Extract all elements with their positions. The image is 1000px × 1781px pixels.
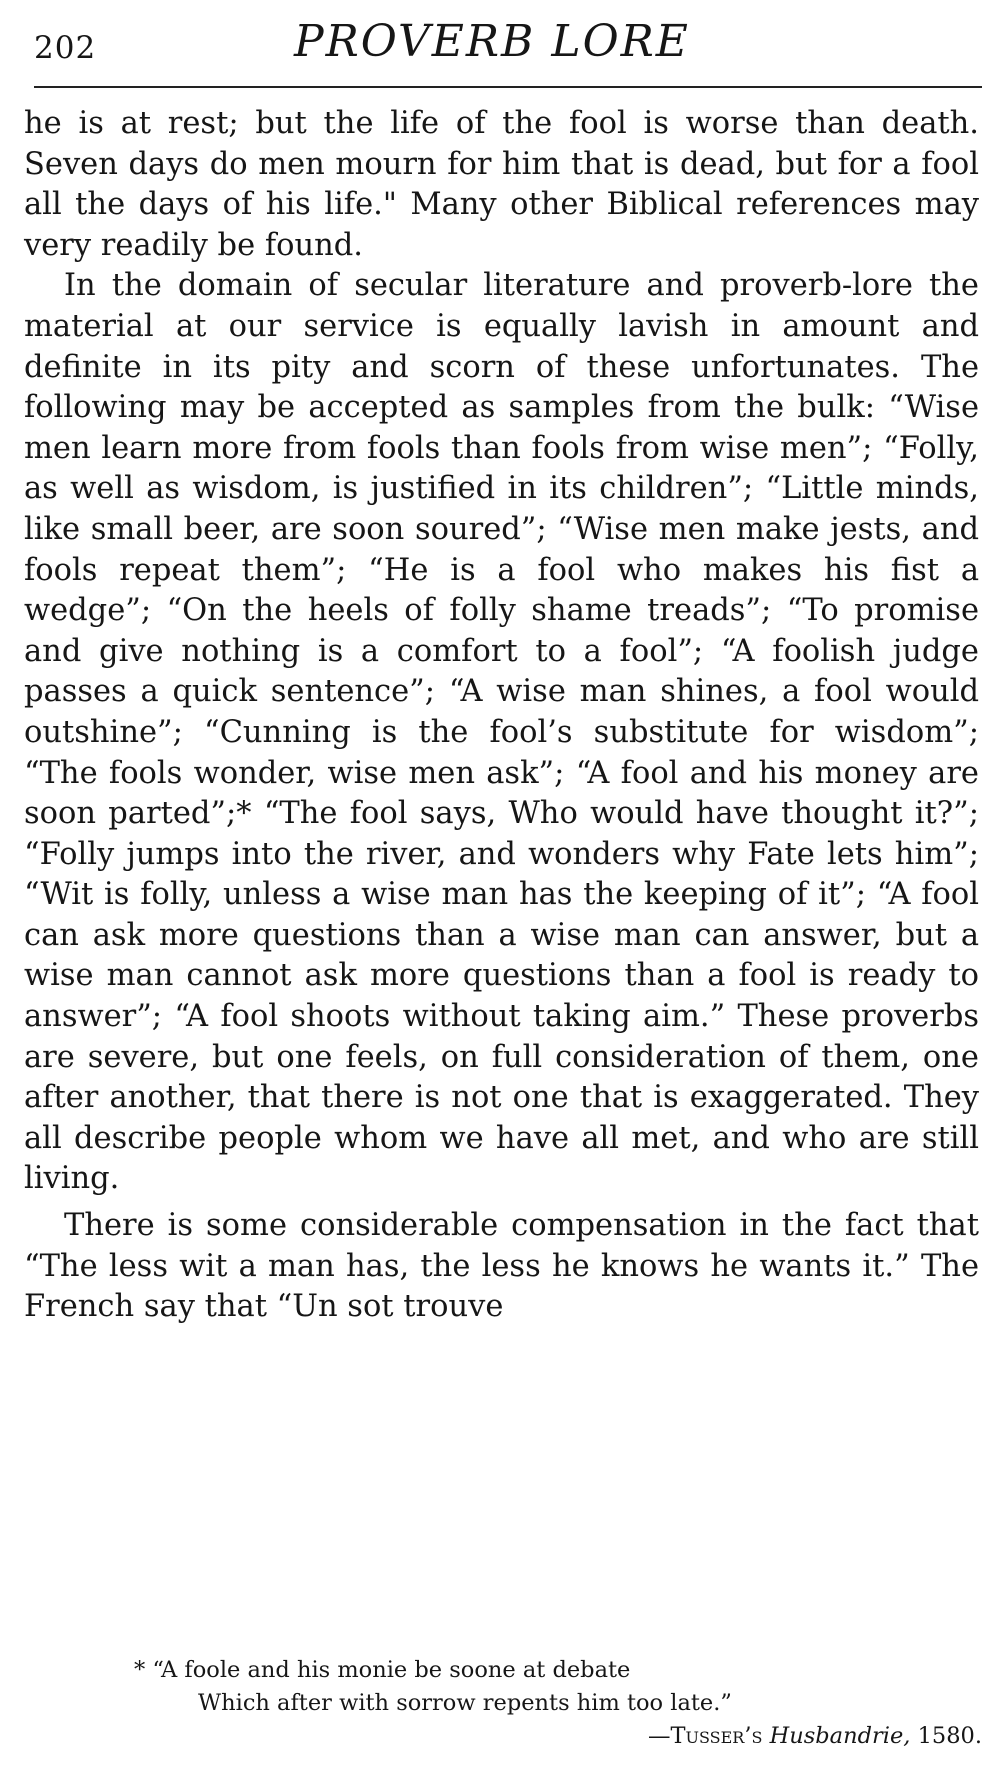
footnote-source-year: 1580.: [917, 1723, 982, 1749]
paragraph-proverbs: In the domain of secular literature and proverb-lore the material at our service is equally lavish in amount and definite in its pity and scorn of these unfortunates. The following may be accepted as samples from the bulk: “Wise men learn more from fools than fools from wise men”; “Folly, as well as wisdom, is justified in its children”; “Little minds, like small beer, are soon soured”; “Wise men make jests, and fools repeat them”; “He is a fool who makes his fist a wedge”; “On the heels of folly shame treads”; “To promise and give nothing is a comfort to a fool”; “A foolish judge passes a quick sentence”; “A wise man shines, a fool would outshine”; “Cunning is the fool’s substitute for wisdom”; “The fools wonder, wise men ask”; “A fool and his money are soon parted”;* “The fool says, Who would have thought it?”; “Folly jumps into the river, and wonders why Fate lets him”; “Wit is folly, unless a wise man has the keeping of it”; “A fool can ask more questions than a wise man can answer, but a wise man cannot ask more questions than a fool is ready to answer”; “A fool shoots without taking aim.” These proverbs are severe, but one feels, on full consideration of them, one after another, that there is not one that is exaggerated. They all describe people whom we have all met, and who are still living.: [24, 268, 979, 1197]
header-rule: [34, 86, 982, 88]
running-title: PROVERB LORE: [294, 16, 690, 67]
paragraph-compensation: There is some considerable compensation in the fact that “The less wit a man has, the less he knows he wants it.” The French say that “Un sot trouve: [24, 1208, 979, 1325]
footnote-line-1: * “A foole and his monie be soone at debate: [134, 1657, 631, 1683]
footnote: [134, 1654, 984, 1753]
footnote-source-author: Tusser’s: [670, 1723, 763, 1749]
book-page: [24, 14, 990, 1749]
paragraph-continued: he is at rest; but the life of the fool is worse than death. Seven days do men mourn for him that is dead, but for a fool all the days of his life." Many other Biblical references may very readily be found.: [24, 106, 979, 263]
footnote-source-work: Husbandrie,: [769, 1723, 911, 1749]
footnote-source: [134, 1720, 984, 1753]
page-header: [24, 14, 990, 76]
body-text: [24, 104, 979, 1328]
footnote-source-dash: —: [647, 1723, 671, 1749]
footnote-line-2: Which after with sorrow repents him too late.”: [198, 1690, 732, 1716]
page-number: 202: [34, 30, 97, 66]
